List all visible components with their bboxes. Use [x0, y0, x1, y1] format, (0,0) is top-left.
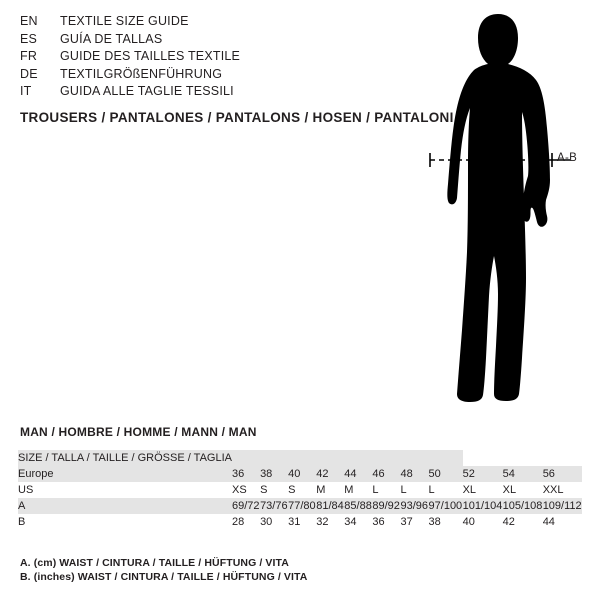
cell: 40: [462, 516, 475, 528]
language-title: GUIDA ALLE TAGLIE TESSILI: [60, 84, 234, 98]
language-code: IT: [20, 84, 32, 98]
cell: L: [372, 484, 379, 496]
cell: [232, 450, 260, 466]
cell: L: [428, 484, 435, 496]
cell: XL: [462, 484, 477, 496]
row-header-a: A: [18, 500, 26, 512]
table-row: [18, 514, 582, 530]
language-code: FR: [20, 49, 38, 63]
language-row-en: [20, 14, 380, 32]
cell: 38: [260, 468, 273, 480]
row-header-europe: Europe: [18, 468, 54, 480]
cell: 38: [428, 516, 441, 528]
male-silhouette-figure: [400, 8, 600, 408]
language-row-es: [20, 32, 380, 50]
cell: 28: [231, 516, 245, 528]
cell: 73/76: [260, 500, 288, 512]
cell: 89/92: [372, 500, 400, 512]
language-row-de: [20, 67, 380, 85]
cell: [400, 450, 428, 466]
cell: 93/96: [400, 500, 428, 512]
cell: 85/88: [344, 500, 372, 512]
cell: 97/100: [428, 500, 463, 512]
cell: 46: [372, 468, 385, 480]
language-code: DE: [20, 66, 38, 81]
cell: 77/80: [288, 500, 316, 512]
row-header-b: B: [18, 516, 26, 528]
cell: 44: [542, 516, 555, 528]
cell: 109/112: [542, 500, 582, 512]
language-code: EN: [20, 14, 38, 28]
cell: 34: [344, 516, 357, 528]
cell: 42: [316, 468, 329, 480]
footnotes: [20, 556, 307, 584]
language-title: GUÍA DE TALLAS: [60, 31, 163, 46]
cell: 42: [502, 516, 515, 528]
language-row-it: [20, 84, 380, 102]
cell: [429, 450, 463, 466]
row-header-size: SIZE / TALLA / TAILLE / GRÖSSE / TAGLIA: [18, 452, 232, 464]
cell: 101/104: [462, 500, 503, 512]
footnote-a: A. (cm) WAIST / CINTURA / TAILLE / HÜFTUNG / VITA: [20, 557, 289, 569]
cell: 36: [231, 468, 245, 480]
cell: M: [344, 484, 354, 496]
cell: 105/108: [502, 500, 543, 512]
cell: 36: [372, 516, 385, 528]
cell: S: [288, 484, 296, 496]
table-row: [18, 498, 582, 514]
cell: 52: [462, 468, 475, 480]
cell: [288, 450, 316, 466]
footnote-b: B. (inches) WAIST / CINTURA / TAILLE / HÜFTUNG / VITA: [20, 571, 308, 583]
table-row: [18, 482, 582, 498]
silhouette-icon: [400, 8, 600, 408]
cell: XXL: [542, 484, 564, 496]
table-row: [18, 450, 582, 466]
measure-label-ab: A-B: [557, 152, 578, 164]
language-title: TEXTILGRÖßENFÜHRUNG: [60, 66, 223, 81]
language-title: TEXTILE SIZE GUIDE: [60, 14, 189, 28]
cell: XS: [231, 484, 247, 496]
cell: 31: [288, 516, 301, 528]
page-title: TROUSERS / PANTALONES / PANTALONS / HOSEN / PANTALONI: [20, 110, 454, 125]
size-table: [18, 450, 582, 530]
cell: M: [316, 484, 326, 496]
cell: [344, 450, 372, 466]
cell: 56: [542, 468, 555, 480]
cell: [260, 450, 288, 466]
cell: 37: [400, 516, 413, 528]
cell: 40: [288, 468, 301, 480]
cell: 44: [344, 468, 357, 480]
language-title: GUIDE DES TAILLES TEXTILE: [60, 49, 241, 63]
cell: 50: [428, 468, 441, 480]
cell: 69/72: [231, 500, 260, 512]
cell: 30: [260, 516, 273, 528]
language-code: ES: [20, 31, 38, 46]
cell: L: [400, 484, 407, 496]
cell: XL: [502, 484, 517, 496]
cell: [316, 450, 344, 466]
cell: S: [260, 484, 268, 496]
table-title: MAN / HOMBRE / HOMME / MANN / MAN: [20, 425, 257, 439]
cell: 48: [400, 468, 413, 480]
cell: 32: [316, 516, 329, 528]
cell: 54: [502, 468, 515, 480]
cell: [372, 450, 400, 466]
table-row: [18, 466, 582, 482]
cell: 81/84: [316, 500, 344, 512]
language-header-block: [20, 14, 380, 102]
language-row-fr: [20, 49, 380, 67]
row-header-us: US: [18, 484, 34, 496]
